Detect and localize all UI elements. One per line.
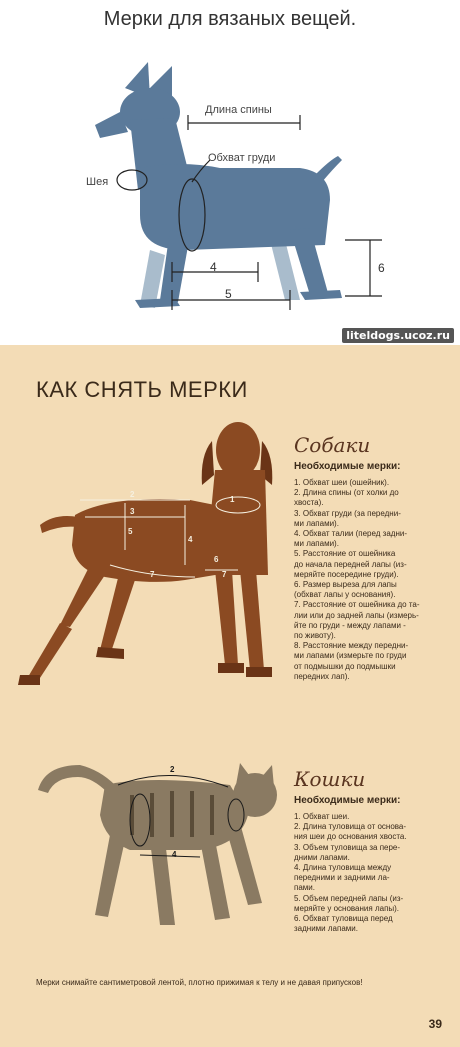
cats-list-item: пами.: [294, 883, 315, 893]
dog-mark-5: 5: [128, 527, 133, 536]
cats-list-item: 2. Длина туловища от основа-: [294, 822, 407, 832]
dogs-list-item: 8. Расстояние между передни-: [294, 641, 409, 651]
dog-mark-6: 6: [214, 555, 219, 564]
dogs-list-item: 7. Расстояние от ошейника до та-: [294, 600, 420, 610]
neck-label: Шея: [86, 176, 109, 188]
watermark: liteldogs.ucoz.ru: [342, 328, 454, 343]
dogs-list-item: по животу).: [294, 631, 336, 641]
measure-5-label: 5: [225, 287, 232, 301]
cat-mark-4: 4: [172, 850, 177, 859]
dogs-list-item: (обхват лапы у основания).: [294, 590, 396, 600]
dogs-list-item: передних лап).: [294, 671, 350, 681]
dogs-measure-list: [294, 478, 442, 682]
footer-note: Мерки снимайте сантиметровой лентой, плотно прижимая к телу и не давая припусков!: [36, 978, 363, 987]
dog-mark-2: 2: [130, 490, 135, 499]
dogs-list-item: йте по груди - между лапами -: [294, 620, 406, 630]
page-number: 39: [428, 1017, 442, 1031]
cats-list-item: ния шеи до основания хвоста.: [294, 832, 407, 842]
dog-mark-3: 3: [130, 507, 135, 516]
cats-subheading: Необходимые мерки:: [294, 795, 401, 806]
top-title: Мерки для вязаных вещей.: [103, 8, 357, 30]
dogs-list-item: 4. Обхват талии (перед задни-: [294, 529, 407, 539]
dog-mark-1: 1: [230, 495, 235, 504]
page-title: КАК СНЯТЬ МЕРКИ: [36, 377, 248, 402]
dogs-list-item: до начала передней лапы (из-: [294, 559, 407, 569]
book-page: [0, 345, 460, 1047]
dogs-heading: Собаки: [294, 433, 371, 457]
dogs-list-item: меряйте посередине груди).: [294, 569, 399, 579]
page-illustrations: [0, 345, 460, 1047]
dogs-list-item: 5. Расстояние от ошейника: [294, 549, 396, 559]
dogs-list-item: 3. Обхват груди (за передни-: [294, 508, 401, 518]
cats-measure-list: [294, 812, 442, 934]
dog-silhouette: [95, 62, 342, 308]
cat-mark-2: 2: [170, 765, 175, 774]
back-length-label: Длина спины: [205, 104, 272, 116]
cats-list-item: 3. Объем туловища за пере-: [294, 842, 401, 852]
dog-mark-7a: 7: [150, 570, 155, 579]
dogs-subheading: Необходимые мерки:: [294, 461, 401, 472]
dogs-list-item: ми лапами (измерьте по груди: [294, 651, 407, 661]
dog-mark-4: 4: [188, 535, 193, 544]
dog-mark-7b: 7: [222, 570, 227, 579]
dogs-list-item: ми лапами).: [294, 518, 339, 528]
measure-4-label: 4: [210, 260, 217, 274]
top-diagram: [0, 0, 460, 345]
dogs-list-item: лии или до задней лапы (измерь-: [294, 610, 419, 620]
cats-list-item: 1. Обхват шеи.: [294, 812, 350, 821]
dogs-list-item: 6. Размер выреза для лапы: [294, 580, 397, 590]
cats-list-item: 4. Длина туловища между: [294, 863, 392, 873]
cats-heading: Кошки: [294, 767, 366, 791]
cats-list-item: дними лапами.: [294, 852, 350, 862]
cat-photo: [38, 763, 277, 925]
chest-label: Обхват груди: [208, 152, 276, 164]
cats-list-item: передними и задними ла-: [294, 873, 390, 883]
dogs-list-item: 2. Длина спины (от холки до: [294, 488, 399, 498]
measure-6-label: 6: [378, 261, 385, 275]
cats-list-item: меряйте у основания лапы).: [294, 903, 400, 913]
dogs-list-item: от подмышки до подмышки: [294, 661, 396, 671]
dog-photo: [18, 422, 272, 685]
dogs-list-item: ми лапами).: [294, 539, 339, 549]
cats-list-item: 6. Обхват туловища перед: [294, 914, 393, 924]
cats-list-item: 5. Объем передней лапы (из-: [294, 893, 404, 903]
dogs-list-item: хвоста).: [294, 498, 324, 508]
dogs-list-item: 1. Обхват шеи (ошейник).: [294, 478, 390, 487]
cats-list-item: задними лапами.: [294, 924, 358, 934]
